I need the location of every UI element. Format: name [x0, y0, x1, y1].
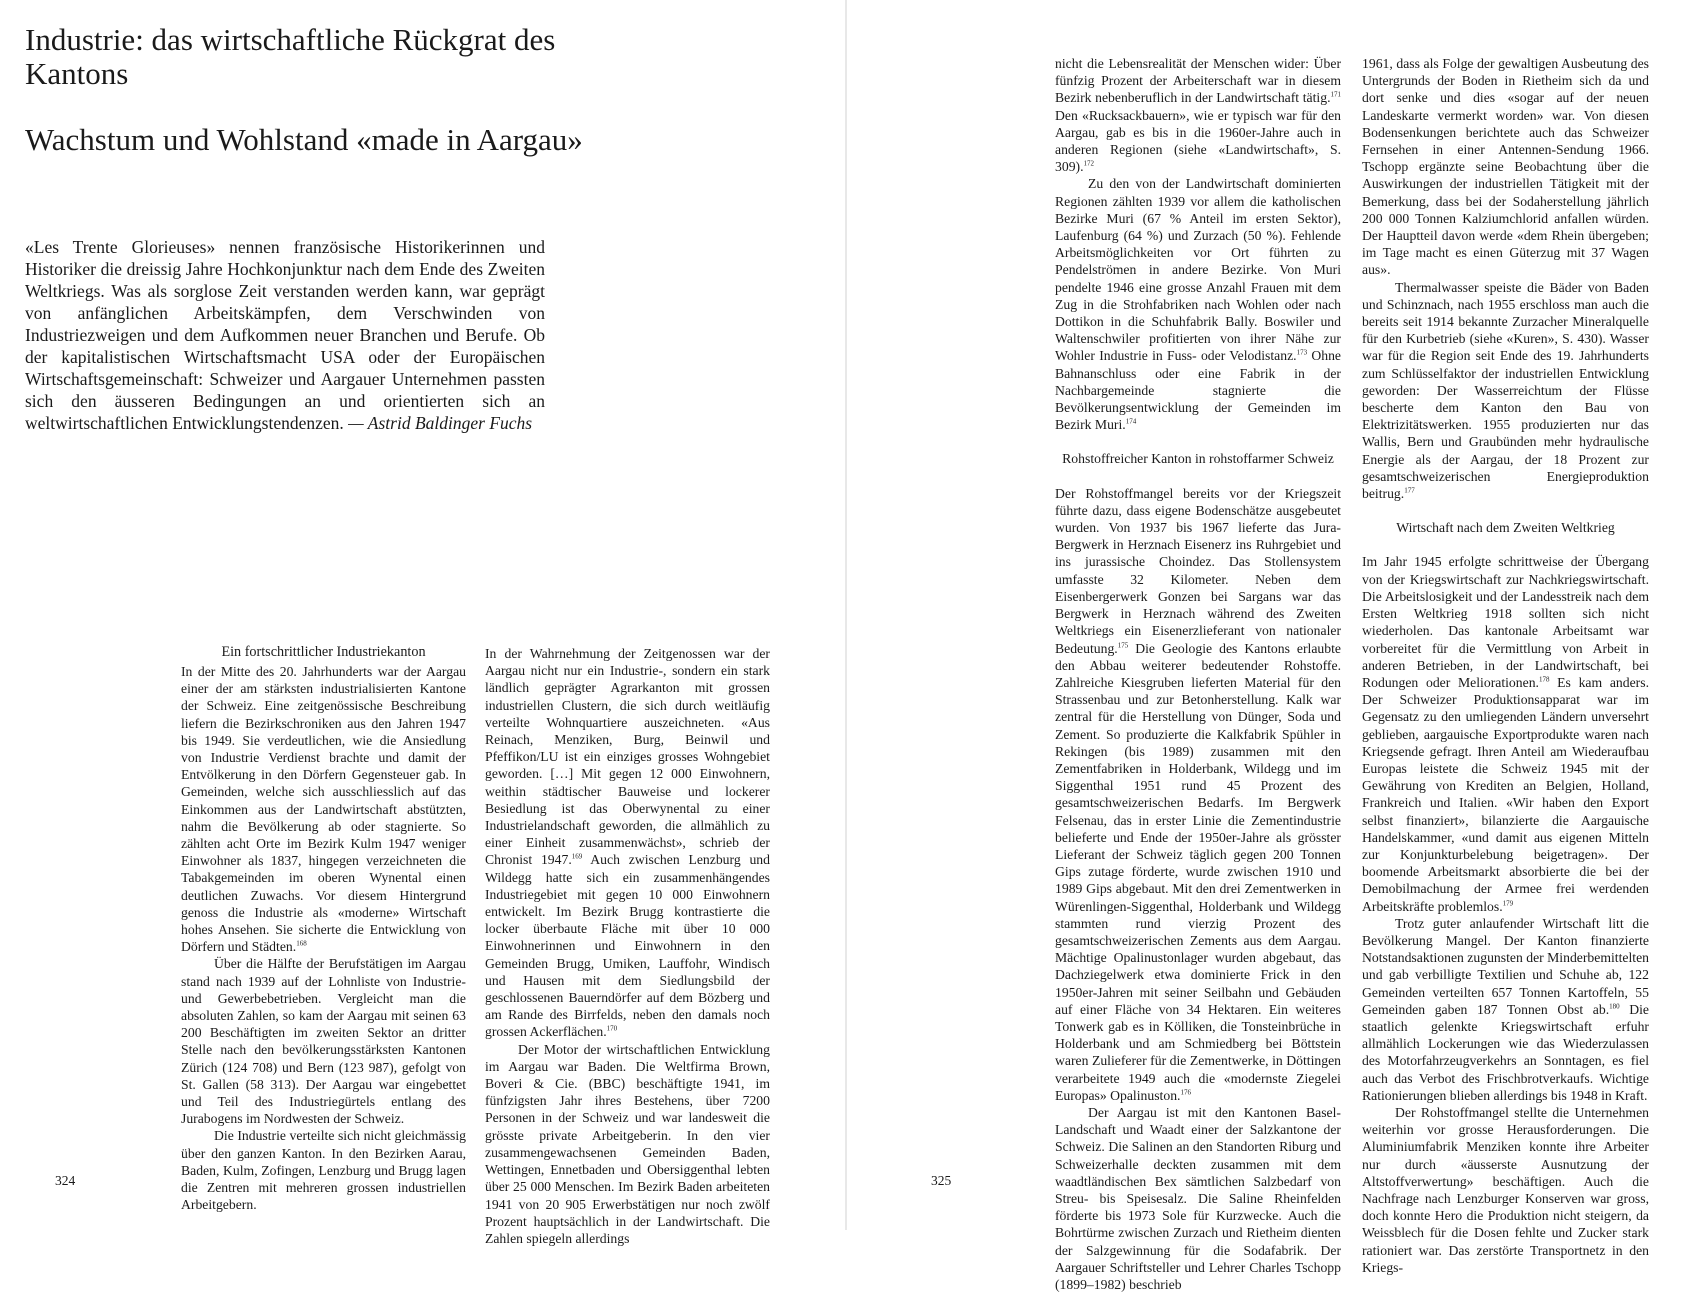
footnote-ref: 169	[571, 852, 583, 861]
paragraph: Der Motor der wirtschaftlichen Entwicklung im Aargau war Baden. Die Weltfirma Brown, Boveri & Cie. (BBC) beschäftigte 1941, im fünfzigsten Jahr ihres Bestehens, über 7200 Personen in der Schweiz und war landesweit die grösste private Arbeitgeberin. In den vier zusammengewachsenen Gemeinden Baden, Wettingen, Ennetbaden und Obersiggenthal lebten über 25 000 Menschen. Im Bezirk Baden arbeiteten 1941 von 20 905 Erwerbstätigen nur noch zwölf Prozent hauptsächlich in der Landwirtschaft. Die Zahlen spiegeln allerdings	[485, 1041, 770, 1246]
paragraph: In der Wahrnehmung der Zeitgenossen war der Aargau nicht nur ein Industrie-, sondern ein stark ländlich geprägter Agrarkanton mit grossen industriellen Clustern, die sich durch weitläufig verteilte Wohnquartiere auszeichneten. «Aus Reinach, Menziken, Burg, Beinwil und Pfeffikon/LU ist ein einziges grosses Wohngebiet geworden. […] Mit gegen 12 000 Einwohnern, weithin städtischer Bauweise und lockerer Besiedlung ist das Oberwynental zu einer Industrielandschaft geworden, die allmählich zu einer Einheit zusammenwächst», schrieb der Chronist 1947.$^{169}$ Auch zwischen Lenzburg und Wildegg hatte sich ein zusammenhängendes Industriegebiet mit gegen 10 000 Einwohnern entwickelt. Im Bezirk Brugg kontrastierte die locker überbaute Fläche mit über 10 000 Einwohnerinnen und Einwohnern in den Gemeinden Brugg, Umiken, Lauffohr, Windisch und Hausen mit dem Siedlungsbild der geschlossenen Bauerndörfer auf dem Bözberg und am Rande des Birrfelds, neben den damals noch grossen Ackerflächen.$^{170}$	[485, 646, 770, 1040]
footnote-ref: 171	[1330, 90, 1341, 99]
paragraph: Über die Hälfte der Berufstätigen im Aargau stand nach 1939 auf der Lohnliste von Industrie- und Gewerbebetrieben. Vergleicht man die absoluten Zahlen, so kam der Aargau mit seinen 63 200 Beschäftigten im zweiten Sektor an dritter Stelle nach den bevölkerungsstärksten Kantonen Zürich (124 708) und Bern (123 987), gefolgt von St. Gallen (58 313). Der Aargau war eingebettet und Teil des Industriegürtels entlang des Jurabogens im Nordwesten der Schweiz.	[181, 956, 466, 1127]
section-title: Wachstum und Wohlstand «made in Aargau»	[25, 122, 583, 157]
footnote-ref: 177	[1404, 486, 1415, 495]
paragraph: In der Mitte des 20. Jahrhunderts war der Aargau einer der am stärksten industrialisierten Kantone der Schweiz. Eine zeitgenössische Beschreibung liefern die Bezirkschroniken aus den Jahren 1947 bis 1949. Sie verdeutlichen, wie die Ansiedlung von Industrie Verdienst brachte und damit der Entvölkerung in den Dörfern Gegensteuer gab. In Gemeinden, welche sich ausschliesslich auf das Einkommen aus der Landwirtschaft abstützten, nahm die Bevölkerung ab oder stagnierte. So zählten acht Orte im Bezirk Kulm 1947 weniger Einwohner als 1837, hingegen verzeichneten die Tabakgemeinden im oberen Wynental einen deutlichen Zuwachs. Vor diesem Hintergrund genoss die Industrie als «moderne» Wirtschaft hohes Ansehen. Sie sicherte die Entwicklung von Dörfern und Städten.$^{168}$	[181, 664, 466, 955]
page-number: 325	[931, 1173, 952, 1188]
chapter-title: Industrie: das wirtschaftliche Rückgrat des Kantons	[25, 22, 556, 91]
footnote-ref: 172	[1083, 159, 1095, 168]
paragraph: Die Industrie verteilte sich nicht gleichmässig über den ganzen Kanton. In den Bezirken Aarau, Baden, Kulm, Zofingen, Lenzburg und Brugg lagen die Zentren mit mehreren grossen industriellen Arbeitgebern.	[181, 1128, 466, 1213]
paragraph: Der Aargau ist mit den Kantonen Basel-Landschaft und Waadt einer der Salzkantone der Schweiz. Die Salinen an den Standorten Riburg und Schweizerhalle deckten zusammen mit dem waadtländischen Bex sämtlichen Salzbedarf von Streu- bis Speisesalz. Die Saline Rheinfelden förderte bis 1973 Sole für Kurzwecke. Auch die Bohrtürme zwischen Zurzach und Rietheim dienten der Salzgewinnung für die Sodafabrik. Der Aargauer Schriftsteller und Lehrer Charles Tschopp (1899–1982) beschrieb	[1055, 1104, 1341, 1293]
footnote-ref: 168	[296, 939, 307, 948]
footnote-ref: 176	[1180, 1088, 1191, 1097]
subhead-rohstoff: Rohstoffreicher Kanton in rohstoffarmer Schweiz	[1062, 451, 1334, 467]
footnote-ref: 170	[606, 1024, 618, 1033]
left-column-1	[181, 663, 466, 1213]
footnote-ref: 178	[1538, 675, 1550, 684]
paragraph: Der Rohstoffmangel bereits vor der Kriegszeit führte dazu, dass eigene Bodenschätze ausgebeutet wurden. Von 1937 bis 1967 lieferte das Jura-Bergwerk in Herznach Eisenerz ins Ruhrgebiet und ins jurassische Choindez. Das Stollensystem umfasste 32 Kilometer. Neben dem Eisenbergerwerk Gonzen bei Sargans war das Bergwerk in Herznach während des Zweiten Weltkriegs ein Eisenerzlieferant von nationaler Bedeutung.$^{175}$ Die Geologie des Kantons erlaubte den Abbau weiterer bedeutender Rohstoffe. Zahlreiche Kiesgruben lieferten Material für den Strassenbau und zur Betonherstellung. Kalk war zentral für die Herstellung von Dünger, Soda und Zement. So produzierte die Kalkfabrik Spühler in Rekingen (bis 1989) zusammen mit den Zementfabriken in Holderbank, Wildegg und im Siggenthal 1951 rund 45 Prozent des gesamtschweizerischen Bedarfs. Im Bergwerk Felsenau, das in erster Linie die Zementindustrie belieferte und Ende der 1950er-Jahre als grösster Lieferant der Schweiz täglich gegen 200 Tonnen Gips zutage förderte, wurde zwischen 1910 und 1989 Gips abgebaut. Mit den drei Zementwerken in Würenlingen-Siggenthal, Holderbank und Wildegg stammten rund vierzig Prozent des gesamtschweizerischen Zements aus dem Aargau. Mächtige Opalinustonlager wurden abgebaut, das Dachziegelwerk etwa dominierte Frick in den 1950er-Jahren mit seiner Seilbahn und Gebäuden auf einer Fläche von 34 Hektaren. Ein weiteres Tonwerk gab es in Kölliken, die Tonsteinbrüche in Holderbank und am Schmiedberg bei Böttstein waren Zulieferer für die Zementwerke, in Döttingen verarbeitete 1949 auch die «modernste Ziegelei Europas» Opalinuston.$^{176}$	[1055, 485, 1341, 1103]
footnote-ref: 179	[1502, 898, 1514, 907]
footnote-ref: 180	[1609, 1002, 1620, 1011]
left-page	[0, 0, 846, 1246]
paragraph: 1961, dass als Folge der gewaltigen Ausbeutung des Untergrunds der Boden in Rietheim sich da und dort senke und dies «sogar auf der neuen Landeskarte vermerkt worden» war. Von diesen Bodensenkungen berichtete auch das Schweizer Fernsehen in einer Antennen-Sendung 1966. Tschopp ergänzte seine Beobachtung über die Auswirkungen der industriellen Tätigkeit mit der Bemerkung, dass bei der Sodaherstellung jährlich 200 000 Tonnen Kalziumchlorid anfallen würden. Der Hauptteil davon werde «dem Rhein übergeben; im Tage macht es einen Güterzug mit 37 Wagen aus».	[1362, 56, 1649, 278]
paragraph: Im Jahr 1945 erfolgte schrittweise der Übergang von der Kriegswirtschaft zur Nachkriegswirtschaft. Die Arbeitslosigkeit und der Landesstreik nach dem Ersten Weltkrieg 1918 sollten sich nicht wiederholen. Das kantonale Arbeitsamt war vorbereitet für die Vermittlung von Arbeit in anderen Betrieben, in der Landwirtschaft, bei Rodungen oder Meliorationen.$^{178}$ Es kam anders. Der Schweizer Produktionsapparat war im Gegensatz zu den umliegenden Ländern unversehrt geblieben, aargauische Exportprodukte waren nach Kriegsende gefragt. Ihren Anteil am Wiederaufbau Europas leistete die Schweiz 1945 mit der Gewährung von Krediten an Belgien, Holland, Frankreich und Italien. «Wir haben den Export selbst finanziert», bilanzierte die Aargauische Handelskammer, «und damit aus eigenen Mitteln zur Konjunkturbelebung beigetragen». Der boomende Arbeitsmarkt absorbierte die bei der Demobilmachung der Armee frei werdenden Arbeitskräfte problemlos.$^{179}$	[1362, 554, 1649, 914]
paragraph: Trotz guter anlaufender Wirtschaft litt die Bevölkerung Mangel. Der Kanton finanzierte Notstandsaktionen zugunsten der Minderbemittelten und gab verbilligte Textilien und Schuhe ab, 122 Gemeinden verteilten 657 Tonnen Kartoffeln, 55 Gemeinden gaben 187 Tonnen Obst ab.$^{180}$ Die staatlich gelenkte Kriegswirtschaft erfuhr allmählich Lockerungen wie das Wiederzulassen des Motorfahrzeugverkehrs an Sonntagen, es fiel auch das Verbot des Frischbrotverkaufs. Wichtige Rationierungen blieben allerdings bis 1948 in Kraft.	[1362, 915, 1650, 1103]
paragraph: Zu den von der Landwirtschaft dominierten Regionen zählten 1939 vor allem die katholischen Bezirke Muri (67 % Anteil im ersten Sektor), Laufenburg (64 %) und Zurzach (50 %). Fehlende Arbeitsmöglichkeiten vor Ort führten zu Pendelströmen in andere Bezirke. Von Muri pendelte 1946 eine grosse Anzahl Frauen mit dem Zug in die Strohfabriken nach Wohlen oder nach Dottikon in die Schuhfabrik Bally. Boswiler und Waltenschwiler profitierten von ihrer Nähe zur Wohler Industrie in Fuss- oder Velodistanz.$^{173}$ Ohne Bahnanschluss oder eine Fabrik in der Nachbargemeinde stagnierte die Bevölkerungsentwicklung der Gemeinden im Bezirk Muri.$^{174}$	[1055, 176, 1341, 433]
subhead-nachkrieg: Wirtschaft nach dem Zweiten Weltkrieg	[1396, 520, 1615, 536]
footnote-ref: 173	[1296, 348, 1308, 357]
footnote-ref: 174	[1125, 417, 1137, 426]
paragraph: Thermalwasser speiste die Bäder von Baden und Schinznach, nach 1955 erschloss man auch die bereits seit 1914 bekannte Zurzacher Mineralquelle für den Kurbetrieb (siehe «Kuren», S. 430). Wasser war für die Region seit Ende des 19. Jahrhunderts zum Schlüsselfaktor der industriellen Entwicklung geworden: Der Wasserreichtum der Flüsse bescherte dem Kanton den Bau von Elektrizitätswerken. 1955 produzierten nur das Wallis, Bern und Graubünden mehr hydraulische Energie als der Aargau, der 18 Prozent zur gesamtschweizerischen Energieproduktion beitrug.$^{177}$	[1362, 279, 1649, 502]
paragraph: nicht die Lebensrealität der Menschen wider: Über fünfzig Prozent der Arbeiterschaft war in diesem Bezirk nebenberuflich in der Landwirtschaft tätig.$^{171}$ Den «Rucksackbauern», wie er typisch war für den Aargau, gab es bis in die 1960er-Jahre auch in anderen Regionen (siehe «Landwirtschaft», S. 309).$^{172}$	[1055, 56, 1341, 175]
paragraph: Der Rohstoffmangel stellte die Unternehmen weiterhin vor grosse Herausforderungen. Die Aluminiumfabrik Menziken konnte ihre Arbeiter nur durch «äusserste Ausnutzung der Altstoffverwertung» beschäftigen. Auch die Nachfrage nach Lenzburger Konserven war gross, doch konnte Hero die Produktion nicht steigern, da Weissblech für die Dosen fehlte und Zucker stark rationiert war. Das zerstörte Transportnetz in den Kriegs-	[1362, 1104, 1649, 1275]
footnote-ref: 175	[1117, 640, 1129, 649]
intro-text: «Les Trente Glorieuses» nennen französische Historikerinnen und Historiker die dreissig Jahre Hochkonjunktur nach dem Ende des Zweiten Weltkriegs. Was als sorglose Zeit verstanden werden kann, war geprägt von anfänglichen Arbeitskämpfen, dem Verschwinden von Industriezweigen und dem Aufkommen neuer Branchen und Berufe. Ob der kapitalistischen Wirtschaftsmacht USA oder der Europäischen Wirtschaftsgemeinschaft: Schweizer und Aargauer Unternehmen passten sich den äusseren Bedingungen an und orientierten sich an weltwirtschaftlichen Entwicklungstendenzen.	[25, 237, 545, 433]
page-number: 324	[55, 1173, 76, 1188]
intro-author: — Astrid Baldinger Fuchs	[348, 413, 533, 433]
subhead-industriekanton: Ein fortschrittlicher Industriekanton	[221, 644, 426, 660]
right-column-1	[1055, 55, 1341, 1293]
intro-paragraph	[25, 236, 545, 434]
right-column-2	[1362, 55, 1650, 1275]
left-column-2	[485, 645, 770, 1246]
